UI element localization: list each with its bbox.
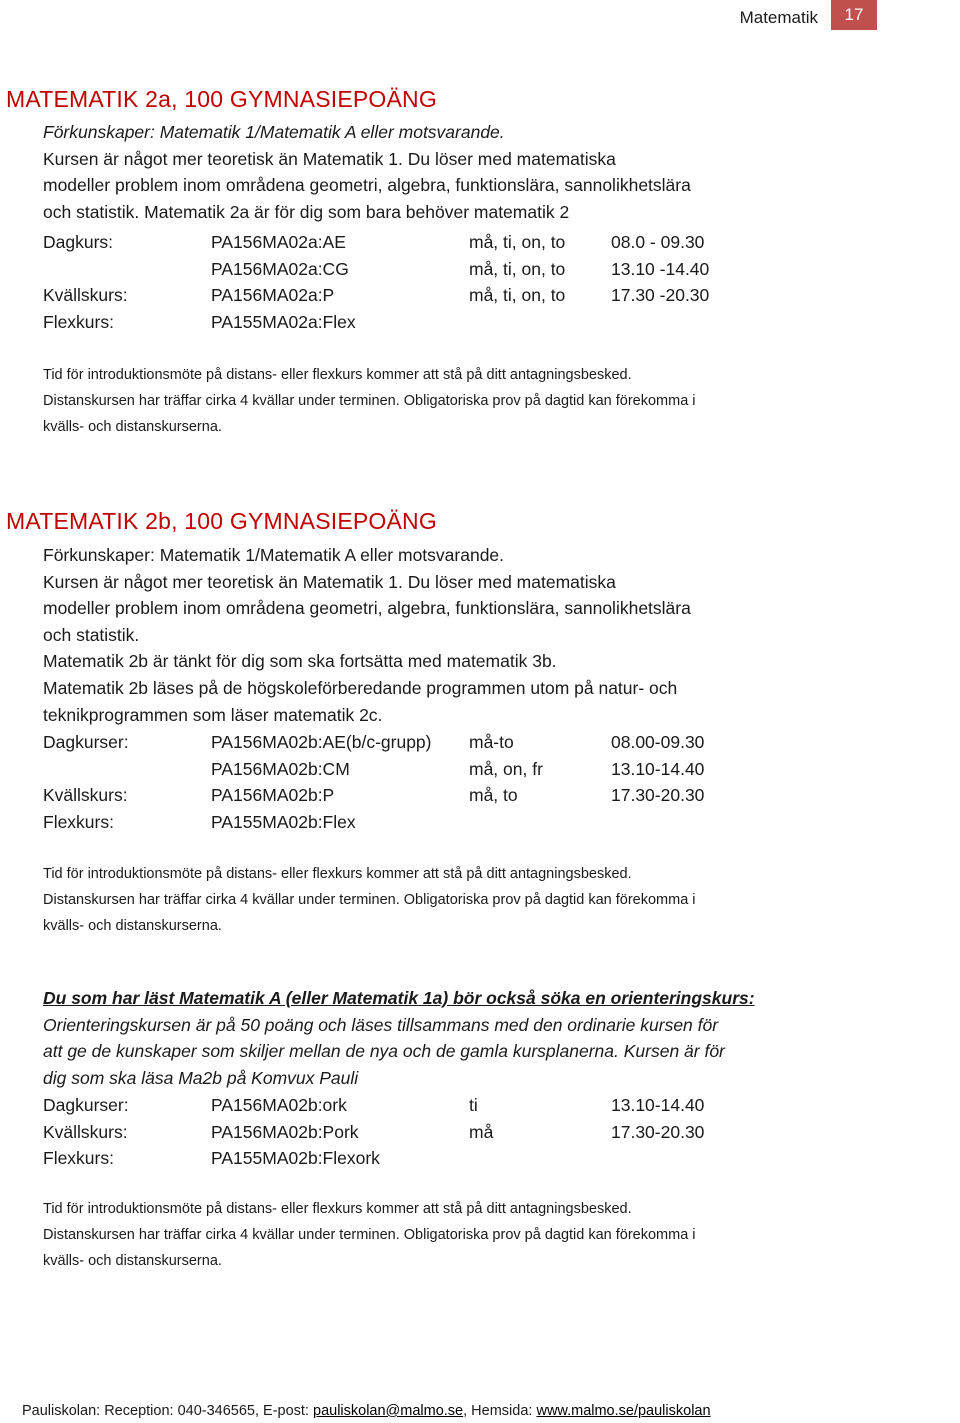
note-line: Tid för introduktionsmöte på distans- eller flexkurs kommer att stå på ditt antagningsbesked. bbox=[43, 367, 632, 383]
course-code: PA155MA02b:Flex bbox=[211, 811, 356, 832]
description-line: och statistik. bbox=[43, 624, 140, 645]
description-line: dig som ska läsa Ma2b på Komvux Pauli bbox=[43, 1067, 359, 1088]
schedule-row bbox=[43, 729, 923, 756]
orientation-heading: Du som har läst Matematik A (eller Matematik 1a) bör också söka en orienteringskurs: bbox=[43, 988, 755, 1008]
course-time: 13.10 -14.40 bbox=[611, 258, 710, 279]
course-type: Flexkurs: bbox=[43, 311, 114, 332]
page-footer bbox=[22, 1401, 711, 1421]
schedule-row bbox=[43, 1092, 923, 1119]
description-line: Matematik 2b läses på de högskoleförberedande programmen utom på natur- och bbox=[43, 677, 678, 698]
schedule-row bbox=[43, 229, 923, 256]
course-type: Flexkurs: bbox=[43, 1148, 114, 1169]
course-time: 17.30 -20.30 bbox=[611, 285, 710, 306]
course-days: må, to bbox=[469, 785, 518, 806]
course-days: må, ti, on, to bbox=[469, 258, 566, 279]
course-code: PA156MA02b:CM bbox=[211, 758, 350, 779]
course-time: 13.10-14.40 bbox=[611, 758, 705, 779]
course-code: PA155MA02b:Flexork bbox=[211, 1148, 380, 1169]
course-days: ti bbox=[469, 1095, 478, 1115]
course-time: 08.00-09.30 bbox=[611, 732, 705, 752]
description-line: teknikprogrammen som läser matematik 2c. bbox=[43, 704, 383, 725]
course-code: PA156MA02a:AE bbox=[211, 232, 346, 252]
description-line: Kursen är något mer teoretisk än Matematik 1. Du löser med matematiska bbox=[43, 148, 616, 169]
footer-separator-text: , Hemsida: bbox=[463, 1403, 537, 1419]
course-days: må, on, fr bbox=[469, 758, 543, 779]
course-title: MATEMATIK 2b, 100 GYMNASIEPOÄNG bbox=[6, 508, 437, 534]
schedule-row bbox=[43, 309, 923, 336]
prerequisites-line: Förkunskaper: Matematik 1/Matematik A eller motsvarande. bbox=[43, 545, 505, 565]
course-type: Kvällskurs: bbox=[43, 285, 128, 306]
course-time: 17.30-20.30 bbox=[611, 785, 705, 806]
schedule-row bbox=[43, 256, 923, 283]
course-type: Dagkurs: bbox=[43, 232, 114, 252]
description-line: att ge de kunskaper som skiljer mellan de nya och de gamla kursplanerna. Kursen är för bbox=[43, 1041, 725, 1062]
course-days: må, ti, on, to bbox=[469, 232, 566, 252]
course-days: må bbox=[469, 1121, 494, 1142]
course-title: MATEMATIK 2a, 100 GYMNASIEPOÄNG bbox=[6, 86, 437, 112]
note-line: Tid för introduktionsmöte på distans- eller flexkurs kommer att stå på ditt antagningsbesked. bbox=[43, 866, 632, 882]
course-code: PA156MA02b:P bbox=[211, 785, 335, 806]
description-line: modeller problem inom områdena geometri, algebra, funktionslära, sannolikhetslära bbox=[43, 175, 691, 196]
schedule-row bbox=[43, 1145, 923, 1172]
prerequisites-line: Förkunskaper: Matematik 1/Matematik A eller motsvarande. bbox=[43, 122, 505, 142]
schedule-table bbox=[43, 229, 923, 335]
description-line: modeller problem inom områdena geometri, algebra, funktionslära, sannolikhetslära bbox=[43, 598, 691, 619]
description-line: Kursen är något mer teoretisk än Matematik 1. Du löser med matematiska bbox=[43, 571, 616, 592]
course-code: PA156MA02b:AE(b/c-grupp) bbox=[211, 732, 432, 752]
orientation-description bbox=[43, 985, 933, 1091]
page-number-badge: 17 bbox=[831, 0, 877, 30]
note-line: kvälls- och distanskurserna. bbox=[43, 918, 222, 934]
note-line: kvälls- och distanskurserna. bbox=[43, 419, 222, 435]
course-days: må, ti, on, to bbox=[469, 285, 566, 306]
course-description bbox=[43, 119, 933, 225]
course-time: 13.10-14.40 bbox=[611, 1095, 705, 1115]
schedule-row bbox=[43, 1119, 923, 1146]
course-code: PA156MA02b:ork bbox=[211, 1095, 347, 1115]
note-line: Tid för introduktionsmöte på distans- eller flexkurs kommer att stå på ditt antagningsbesked. bbox=[43, 1201, 632, 1217]
note-line: Distanskursen har träffar cirka 4 kvällar under terminen. Obligatoriska prov på dagtid kan förekomma i bbox=[43, 892, 696, 908]
course-description bbox=[43, 542, 933, 728]
course-type: Dagkurser: bbox=[43, 732, 129, 752]
note-line: kvälls- och distanskurserna. bbox=[43, 1253, 222, 1269]
schedule-table bbox=[43, 729, 923, 835]
schedule-row bbox=[43, 782, 923, 809]
course-code: PA155MA02a:Flex bbox=[211, 311, 356, 332]
course-type: Flexkurs: bbox=[43, 811, 114, 832]
course-code: PA156MA02a:CG bbox=[211, 258, 349, 279]
course-days: må-to bbox=[469, 732, 514, 752]
description-line: Matematik 2b är tänkt för dig som ska fortsätta med matematik 3b. bbox=[43, 651, 557, 672]
course-time: 17.30-20.30 bbox=[611, 1121, 705, 1142]
description-line: Orienteringskursen är på 50 poäng och läses tillsammans med den ordinarie kursen för bbox=[43, 1014, 719, 1035]
course-notes bbox=[43, 362, 923, 440]
running-header-label: Matematik bbox=[739, 8, 818, 27]
schedule-table bbox=[43, 1092, 923, 1172]
footer-contact-text: Pauliskolan: Reception: 040-346565, E-post: bbox=[22, 1403, 313, 1419]
note-line: Distanskursen har träffar cirka 4 kvällar under terminen. Obligatoriska prov på dagtid kan förekomma i bbox=[43, 393, 696, 409]
course-time: 08.0 - 09.30 bbox=[611, 232, 705, 252]
course-type: Kvällskurs: bbox=[43, 1121, 128, 1142]
note-line: Distanskursen har träffar cirka 4 kvällar under terminen. Obligatoriska prov på dagtid kan förekomma i bbox=[43, 1227, 696, 1243]
website-link[interactable]: www.malmo.se/pauliskolan bbox=[536, 1403, 711, 1419]
course-code: PA156MA02a:P bbox=[211, 285, 335, 306]
schedule-row bbox=[43, 756, 923, 783]
course-code: PA156MA02b:Pork bbox=[211, 1121, 359, 1142]
course-type: Kvällskurs: bbox=[43, 785, 128, 806]
description-line: och statistik. Matematik 2a är för dig som bara behöver matematik 2 bbox=[43, 201, 570, 222]
schedule-row bbox=[43, 282, 923, 309]
email-link[interactable]: pauliskolan@malmo.se bbox=[313, 1403, 464, 1419]
course-notes bbox=[43, 861, 923, 939]
course-notes bbox=[43, 1196, 923, 1274]
schedule-row bbox=[43, 809, 923, 836]
course-type: Dagkurser: bbox=[43, 1095, 129, 1115]
